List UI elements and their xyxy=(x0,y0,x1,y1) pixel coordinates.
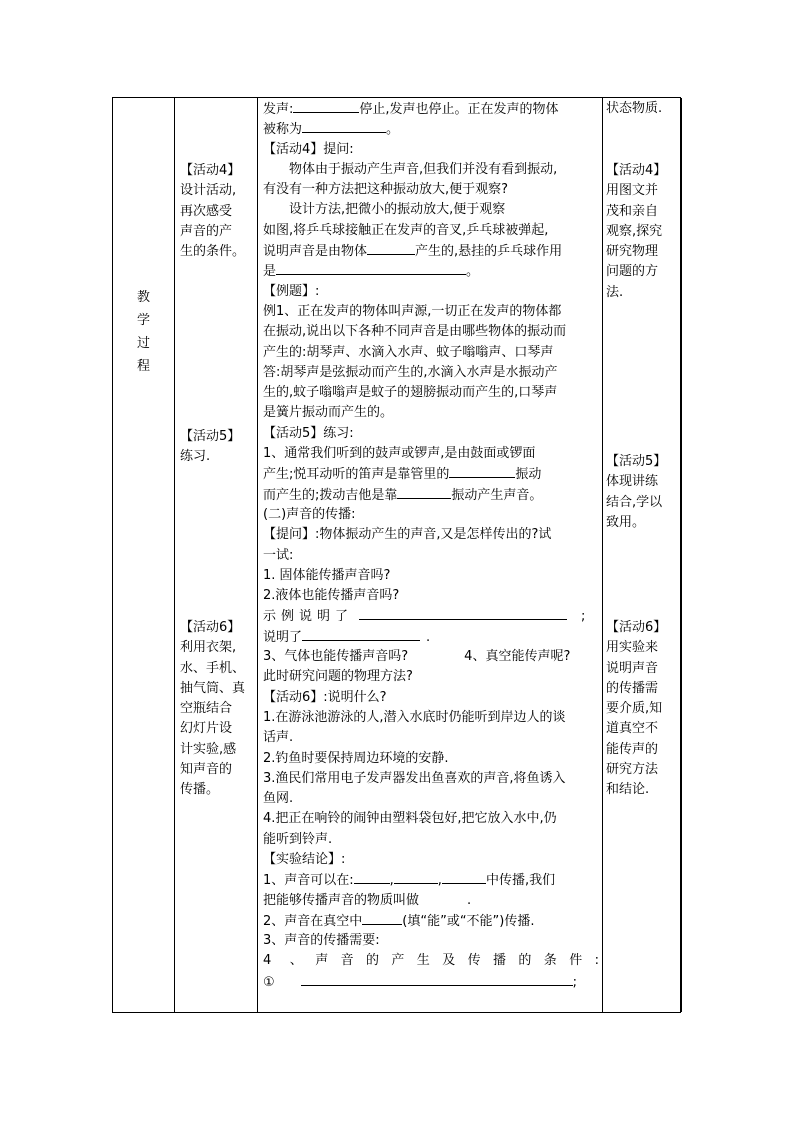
content-line xyxy=(263,627,601,647)
conclusion-heading: 【实验结论】: xyxy=(263,851,346,867)
activity-line: 声音的产 xyxy=(180,223,233,239)
content-line: 2.液体也能传播声音吗? xyxy=(263,588,400,604)
intent-line: 茂和亲自 xyxy=(606,203,659,219)
stage-char: 过 xyxy=(136,336,150,351)
text: 产生的,悬挂的乒乓球作用 xyxy=(415,244,563,260)
stage-char: 教 xyxy=(136,290,150,305)
stage-char: 程 xyxy=(136,359,150,374)
text: ; xyxy=(572,974,578,990)
fill-blank xyxy=(354,870,390,884)
intent-line: 【活动4】 xyxy=(606,163,667,178)
intent-activity-6 xyxy=(606,618,678,801)
text: 中传播,我们 xyxy=(485,873,556,889)
content-line xyxy=(263,647,601,667)
content-line: 在振动,说出以下各种不同声音是由哪些物体的振动而 xyxy=(263,324,567,340)
text: 被称为 xyxy=(263,122,303,138)
content-line: 1. 固体能传播声音吗? xyxy=(263,567,391,583)
fill-blank xyxy=(367,241,415,255)
activity-line: 传播。 xyxy=(180,782,220,798)
text: 说明声音是由物体 xyxy=(263,244,368,260)
content-line: 例1、正在发声的物体叫声源,一切正在发声的物体都 xyxy=(263,303,562,319)
activity-line: 生的条件。 xyxy=(180,244,246,260)
activity-heading: 【活动5】练习: xyxy=(263,425,354,441)
intent-activity-5 xyxy=(606,452,678,533)
activity-heading: 【活动6】:说明什么? xyxy=(263,689,387,705)
text: 发声: xyxy=(263,102,294,117)
text: 示例说明了 xyxy=(263,609,354,625)
content-line: 1、通常我们听到的鼓声或锣声,是由鼓面或锣面 xyxy=(263,446,536,462)
intent-line: 研究物理 xyxy=(606,244,659,260)
fill-blank xyxy=(449,464,515,478)
activity-line: 【活动6】 xyxy=(180,620,241,635)
intent-line: 致用。 xyxy=(606,514,646,530)
content-line: 是簧片振动而产生的。 xyxy=(263,405,394,421)
fill-blank xyxy=(394,870,438,884)
activity-heading: 【活动4】提问: xyxy=(263,141,354,157)
activity-line: 抽气筒、真 xyxy=(180,680,246,696)
text: 把能够传播声音的物质叫做 xyxy=(263,892,420,908)
fill-blank xyxy=(276,261,466,275)
activity-line: 利用衣架, xyxy=(180,640,237,656)
text: 停止,发声也停止。正在发声的物体 xyxy=(359,102,559,117)
fill-blank xyxy=(362,911,402,925)
example-heading: 【例题】: xyxy=(263,283,320,299)
content-line: 2.钓鱼时要保持周边环境的安静. xyxy=(263,750,449,766)
text: 而产生的;拨动吉他是靠 xyxy=(263,487,398,503)
content-line: 有没有一种方法把这种振动放大,便于观察? xyxy=(263,182,509,198)
activity-6-desc xyxy=(180,618,260,801)
content-line xyxy=(263,261,601,281)
activity-line: 水、手机、 xyxy=(180,660,246,676)
activity-4-desc xyxy=(180,161,260,262)
text: , xyxy=(437,873,442,889)
content-line xyxy=(263,870,601,890)
activity-line: 再次感受 xyxy=(180,203,233,219)
content-line xyxy=(263,972,601,992)
content-line: 话声. xyxy=(263,730,294,746)
text: 是 xyxy=(263,264,277,280)
content-line xyxy=(263,464,601,484)
activity-5-desc xyxy=(180,427,260,468)
content-line: 4.把正在响铃的闹钟由塑料袋包好,把它放入水中,仍 xyxy=(263,811,557,827)
content-line: 物体由于振动产生声音,但我们并没有看到振动, xyxy=(289,161,558,177)
intent-line: 和结论. xyxy=(606,782,650,798)
section-heading: (二)声音的传播: xyxy=(263,506,356,522)
intent-line: 的传播需 xyxy=(606,680,659,696)
stage-label xyxy=(113,286,174,378)
intent-line: 体现讲练 xyxy=(606,474,659,490)
activity-line: 知声音的 xyxy=(180,762,233,778)
text: 振动产生声音。 xyxy=(451,487,543,503)
fill-blank xyxy=(359,606,567,620)
text: 振动 xyxy=(515,467,542,483)
text: 1、声音可以在: xyxy=(263,873,354,889)
intent-activity-4 xyxy=(606,161,678,303)
column-divider xyxy=(174,98,175,1012)
text: 3、气体也能传播声音吗? xyxy=(263,649,409,665)
fill-blank xyxy=(397,485,451,499)
text: 。 xyxy=(466,264,480,280)
content-line: 能听到铃声. xyxy=(263,831,333,847)
content-line: 4 、声音的产生及传播的条件: xyxy=(263,953,601,969)
content-line xyxy=(263,891,601,911)
content-line xyxy=(263,241,601,261)
text: 4、真空能传声呢? xyxy=(464,649,571,665)
intent-line: 要介质,知 xyxy=(606,701,663,717)
intent-line: 道真空不 xyxy=(606,721,659,737)
fill-blank xyxy=(301,972,573,986)
intent-line: 用实验来 xyxy=(606,640,659,656)
content-line xyxy=(263,485,601,505)
content-line: 鱼网. xyxy=(263,791,294,807)
text: . xyxy=(467,892,472,908)
content-line: 一试: xyxy=(263,547,294,563)
text: , xyxy=(389,873,394,889)
content-line: 答:胡琴声是弦振动而产生的,水滴入水声是水振动产 xyxy=(263,364,558,380)
content-line xyxy=(263,606,601,626)
intent-line: 问题的方 xyxy=(606,264,659,280)
intent-line: 法. xyxy=(606,284,624,300)
activity-line: 练习. xyxy=(180,449,211,465)
activity-line: 空瓶结合 xyxy=(180,701,233,717)
text: 。 xyxy=(386,122,400,138)
stage-char: 学 xyxy=(136,313,150,328)
content-line: 3.渔民们常用电子发声器发出鱼喜欢的声音,将鱼诱入 xyxy=(263,770,566,786)
content-line: 【提问】:物体振动产生的声音,又是怎样传出的?试 xyxy=(263,527,552,543)
content-line xyxy=(263,99,601,119)
fill-blank xyxy=(302,119,386,133)
text: ① xyxy=(263,974,275,990)
text: ; xyxy=(581,609,586,625)
text: 产生;悦耳动听的笛声是靠管里的 xyxy=(263,467,450,483)
fill-blank xyxy=(442,870,486,884)
lesson-table xyxy=(112,97,681,1013)
content-line: 产生的:胡琴声、水滴入水声、蚊子嗡嗡声、口琴声 xyxy=(263,344,554,360)
activity-line: 设计活动, xyxy=(180,183,237,199)
lesson-content xyxy=(263,99,601,992)
activity-line: 【活动4】 xyxy=(180,163,241,178)
activity-line: 【活动5】 xyxy=(180,429,241,444)
content-line: 生的,蚊子嗡嗡声是蚊子的翅膀振动而产生的,口琴声 xyxy=(263,385,558,401)
intent-line: 结合,学以 xyxy=(606,494,663,510)
content-line: 3、声音的传播需要: xyxy=(263,933,380,949)
intent-line: 说明声音 xyxy=(606,660,659,676)
intent-line: 用图文并 xyxy=(606,183,659,199)
intent-line: 状态物质. xyxy=(606,101,663,116)
intent-line: 【活动5】 xyxy=(606,454,667,469)
text: . xyxy=(426,629,431,645)
text: 说明了 xyxy=(263,629,303,645)
content-line: 1.在游泳池游泳的人,潜入水底时仍能听到岸边人的谈 xyxy=(263,709,566,725)
content-line xyxy=(263,119,601,139)
text: (填“能”或“不能”)传播. xyxy=(402,913,535,929)
intent-line: 能传声的 xyxy=(606,741,659,757)
content-line: 设计方法,把微小的振动放大,便于观察 xyxy=(289,202,506,218)
text: 2、声音在真空中 xyxy=(263,913,363,929)
content-line: 此时研究问题的物理方法? xyxy=(263,669,413,685)
intent-line: 【活动6】 xyxy=(606,620,667,635)
intent-line: 观察,探究 xyxy=(606,223,663,239)
activity-line: 幻灯片设 xyxy=(180,721,233,737)
intent-top xyxy=(606,99,678,119)
fill-blank xyxy=(293,99,359,113)
intent-line: 研究方法 xyxy=(606,762,659,778)
fill-blank xyxy=(302,627,420,641)
column-divider xyxy=(681,98,682,1012)
activity-line: 计实验,感 xyxy=(180,741,237,757)
content-line: 如图,将乒乓球接触正在发声的音叉,乒乓球被弹起, xyxy=(263,222,549,238)
column-divider xyxy=(602,98,603,1012)
content-line xyxy=(263,911,601,931)
